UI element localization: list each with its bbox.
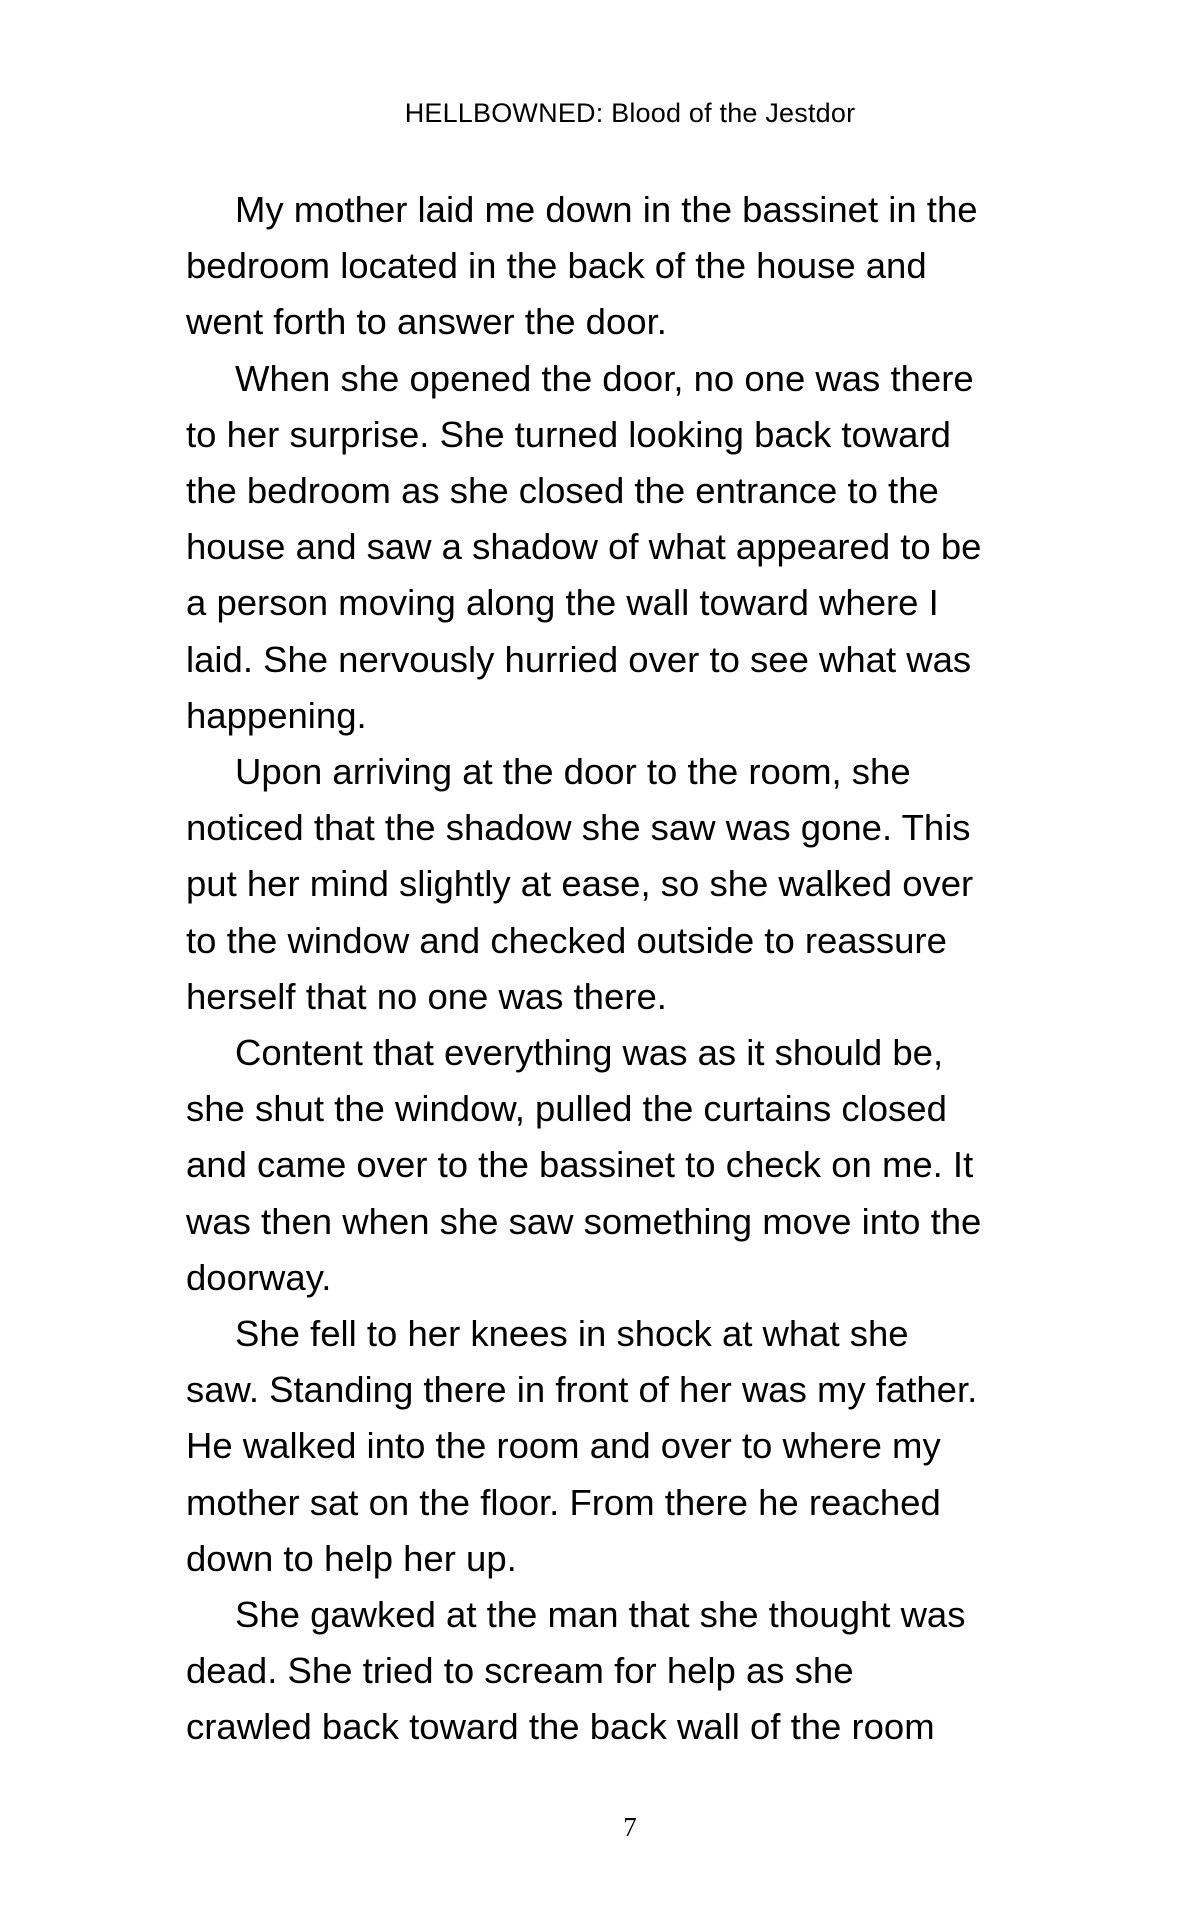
text-line: doorway. (186, 1256, 332, 1298)
running-header: HELLBOWNED: Blood of the Jestdor (404, 98, 856, 128)
paragraph-6 (186, 1587, 1086, 1756)
text-line: put her mind slightly at ease, so she walked over (186, 863, 974, 905)
text-line: went forth to answer the door. (186, 301, 667, 343)
text-line: Content that everything was as it should be, (235, 1032, 944, 1074)
paragraph-5 (186, 1306, 1086, 1587)
text-line: the bedroom as she closed the entrance to the (186, 470, 939, 512)
text-line: laid. She nervously hurried over to see what was (186, 638, 972, 680)
text-line: she shut the window, pulled the curtains closed (186, 1088, 947, 1130)
paragraph-1 (186, 182, 1086, 351)
text-line: noticed that the shadow she saw was gone. This (186, 807, 971, 849)
text-line: house and saw a shadow of what appeared to be (186, 526, 982, 568)
text-line: saw. Standing there in front of her was my father. (186, 1369, 978, 1411)
paragraph-3 (186, 744, 1086, 1025)
text-line: to the window and checked outside to reassure (186, 919, 947, 961)
text-line: dead. She tried to scream for help as she (186, 1650, 854, 1692)
text-line: crawled back toward the back wall of the room (186, 1706, 935, 1748)
text-line: When she opened the door, no one was there (235, 357, 974, 399)
text-line: bedroom located in the back of the house and (186, 245, 927, 287)
paragraph-2 (186, 351, 1086, 744)
text-line: My mother laid me down in the bassinet in the (235, 189, 978, 230)
text-line: down to help her up. (186, 1537, 517, 1579)
text-line: a person moving along the wall toward where I (186, 582, 939, 624)
text-line: to her surprise. She turned looking back toward (186, 413, 951, 455)
text-line: was then when she saw something move into the (186, 1200, 982, 1242)
text-line: Upon arriving at the door to the room, she (235, 751, 911, 793)
text-line: He walked into the room and over to where my (186, 1425, 941, 1467)
text-line: She fell to her knees in shock at what she (235, 1313, 909, 1355)
text-line: happening. (186, 694, 367, 736)
text-line: mother sat on the floor. From there he reached (186, 1481, 941, 1523)
text-line: herself that no one was there. (186, 975, 667, 1017)
page-number: 7 (623, 1812, 637, 1842)
text-line: and came over to the bassinet to check on me. It (186, 1144, 974, 1186)
paragraph-4 (186, 1025, 1086, 1306)
body-text (186, 182, 1086, 1756)
text-line: She gawked at the man that she thought was (235, 1594, 966, 1636)
